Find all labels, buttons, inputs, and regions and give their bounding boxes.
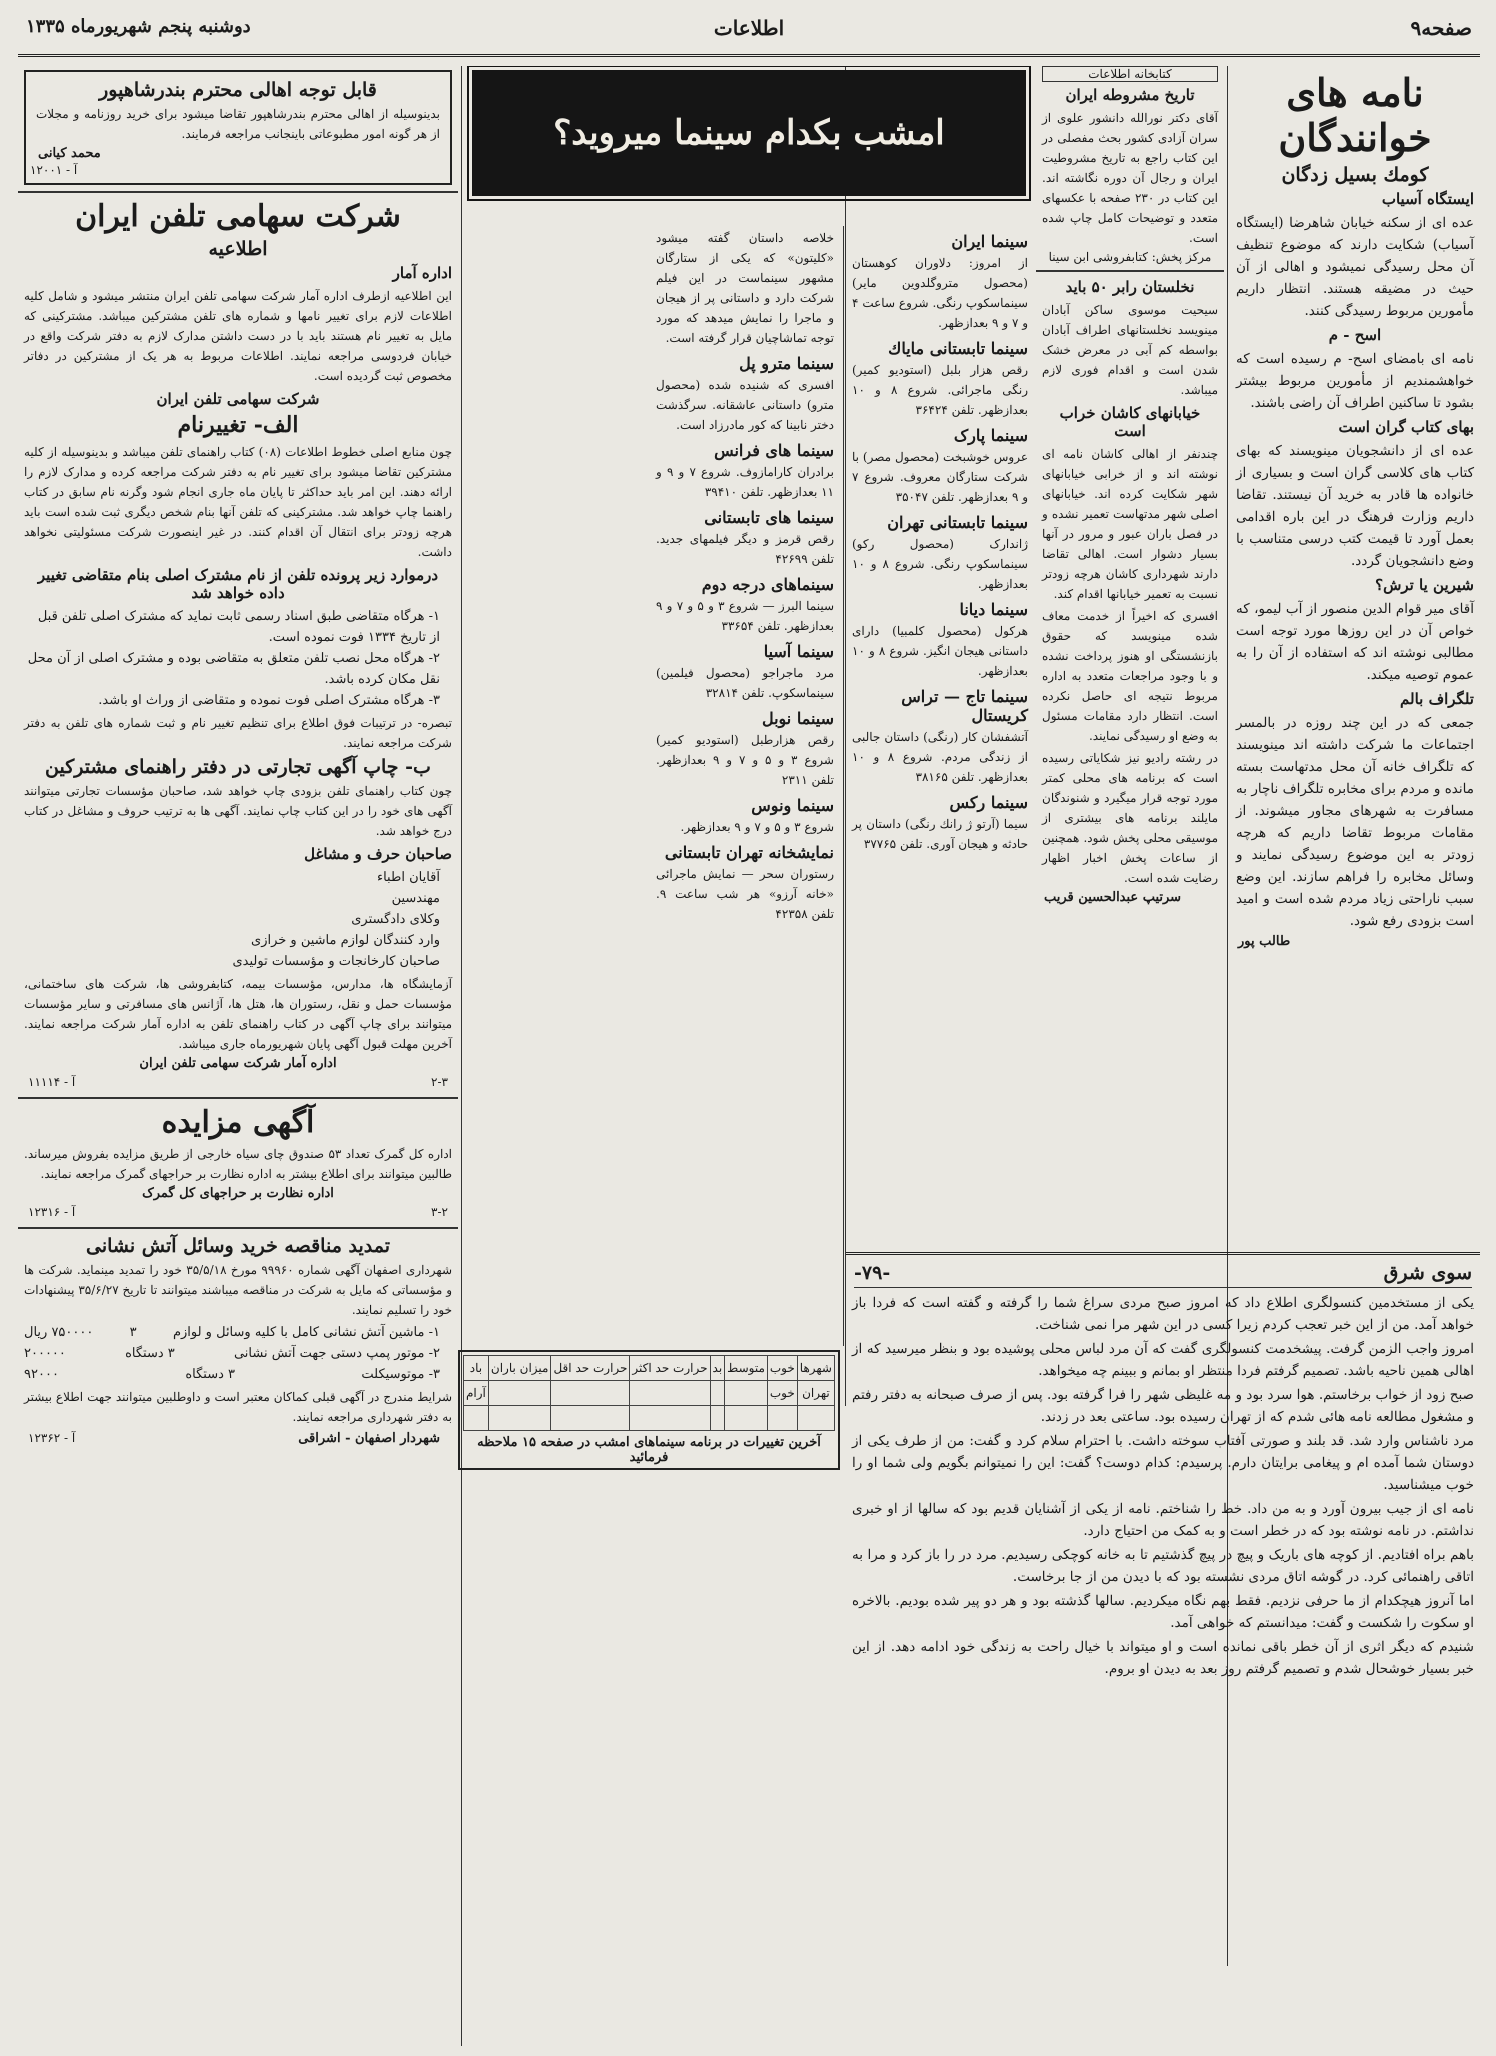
ad-note: تبصره- در ترتیبات فوق اطلاع برای تنظیم تغییر نام و ثبت شماره های تلفن به دفتر شرکت مراجعه نمایند. — [24, 716, 452, 750]
ad-reference: آ - ۱۲۳۱۶ — [28, 1205, 76, 1219]
table-cell — [710, 1381, 725, 1406]
ad-bandar-shahpour — [24, 70, 452, 185]
ad-heading: درموارد زیر پرونده تلفن از نام مشترک اصلی بنام متقاضی تغییر داده خواهد شد — [37, 566, 439, 602]
tender-amount: ۹۲۰۰۰ — [24, 1367, 59, 1382]
serial-paragraph: صبح زود از خواب برخاستم. هوا سرد بود و مه غلیظی شهر را فرا گرفته بود. پس از صرف صبحانه به دفتر رفتم و مشغول مطالعه نامه هائی شدم که از تهران رسیده بود. ساعتی بعد در زدند. — [852, 1387, 1474, 1425]
letter-text: نامه ای بامضای اسح- م رسیده است که خواهشمندیم از مأمورین مربوط بیشتر بشود تا ساکنین اطراف آن راضی باشند. — [1236, 351, 1474, 411]
table-cell — [797, 1406, 834, 1431]
ad-signature: اداره آمار شرکت سهامی تلفن ایران — [139, 1056, 337, 1071]
ads-column — [18, 66, 458, 2046]
cinema-text: رقص هزار بلبل (استودیو کمیر) رنگی ماجرائی. شروع ۸ و ۱۰ بعدازظهر. تلفن ۳۶۴۲۴ — [852, 363, 1028, 417]
tender-qty: ۳ دستگاه — [125, 1346, 175, 1361]
list-item: ۳- هرگاه مشترک اصلی فوت نموده و متقاضی از وراث او باشد. — [98, 693, 440, 708]
cinema-name: سینما تابستانی ماياك — [888, 339, 1028, 358]
letter-text: سیحیت موسوی ساکن آبادان مینویسد نخلستانهای اطراف آبادان بواسطه کم آبی در معرض خشک شدن است و اقدام فوری لازم میباشد. — [1042, 303, 1218, 397]
cinema-intro: خلاصه داستان گفته میشود «کلیتون» که یکی از ستارگان مشهور سینماست در این فیلم شرکت دارد و داستانی پر از هیجان و ماجرا را نمایش میدهد که مورد توجه تماشاچیان قرار گرفته است. — [656, 231, 834, 345]
table-cell — [630, 1406, 710, 1431]
tender-row — [24, 1364, 440, 1385]
weather-table-box — [458, 1350, 840, 1470]
list-item: مهندسین — [391, 891, 440, 906]
ad-subtitle: اطلاعیه — [208, 238, 268, 260]
cinema-text: از امروز: دلاوران کوهستان (محصول متروگلدوین مایر) سینماسکوپ رنگی. شروع ساعت ۴ و ۷ و ۹ بعدازظهر. — [852, 256, 1028, 330]
list-item: ۲- هرگاه محل نصب تلفن متعلق به متقاضی بوده و مشترک اصلی از آن محل نقل مکان کرده باشد. — [27, 651, 440, 687]
cinema-name: سینماهای درجه دوم — [701, 575, 834, 594]
table-header: شهرها — [797, 1356, 834, 1381]
cinema-name: سینما تاج — تراس کریستال — [901, 687, 1028, 725]
ad-reference: ۲-۳ — [431, 1075, 448, 1089]
serial-paragraph: مرد ناشناس وارد شد. قد بلند و صورتی آفتاب سوخته داشت. با احترام سلام کرد و گفت: من از طرف یکی از دوستان شما آمده ام و پیغامی برایتان دارم. پرسیدم: کدام دوست؟ گفت: این را نمیتوانم بگویم ولی شما او را خوب میشناسید. — [852, 1433, 1474, 1493]
divider — [1036, 270, 1224, 272]
cinema-name: سینما آسیا — [763, 642, 834, 661]
serial-story — [846, 1252, 1480, 2045]
table-cell: تهران — [797, 1381, 834, 1406]
ad-refs — [28, 1073, 448, 1091]
serial-paragraph: امروز واجب الزمن گرفت. پیشخدمت کنسولگری گفت که آن مرد لباس محلی پوشیده بود و بنظر میرسید که از اهالی همین ناحیه باشد. تصمیم گرفتم فردا منتظر او بمانم و ببینم چه میخواهد. — [852, 1341, 1474, 1379]
section-title: شیرین یا ترش؟ — [1375, 576, 1474, 594]
letter-text: عده ای از دانشجویان مینویسند که بهای کتاب های کلاسی گران است و بسیاری از خانواده ها قادر به خرید آن نیستند. تقاضا داریم وزارت فرهنگ در این باره اقدامی بعمل آورد تا قیمت کتب درسی متناسب با وضع دانشجویان گردد. — [1236, 443, 1474, 569]
library-text: آقای دکتر نورالله دانشور علوی از سران آزادی کشور بحث مفصلی در این کتاب راجع به تاریخ مشروطیت ایران و رجال آن دوره نگاشته اند. این کتاب در ۲۳۰ صفحه با عکسهای متعدد و توضیحات کامل چاپ شده است. — [1042, 111, 1218, 245]
ad-title: شرکت سهامی تلفن ایران — [75, 199, 401, 234]
tender-item: ۳- موتوسیکلت — [361, 1367, 440, 1382]
ad-heading: ب- چاپ آگهی تجارتی در دفتر راهنمای مشترکین — [45, 756, 431, 778]
letter-text: در رشته رادیو نیز شکایاتی رسیده است که برنامه های محلی کمتر مورد توجه قرار میگیرد و شنوندگان مایلند برنامه های بیشتری از موسیقی محلی پخش شود. همچنین از ساعات پخش اخبار اظهار رضایت شده است. — [1042, 751, 1218, 885]
weather-table — [463, 1355, 835, 1431]
table-cell — [725, 1381, 768, 1406]
tender-amount: ۲۰۰۰۰۰ — [24, 1346, 66, 1361]
cinema-text: افسری که شنیده شده (محصول مترو) داستانی عاشقانه. سرگذشت دختر نابینا که کور مادرزاد است. — [656, 378, 834, 432]
ad-text: شهرداری اصفهان آگهی شماره ۹۹۹۶۰ مورخ ۳۵/۵/۱۸ خود را تمدید مینماید. شرکت ها و مؤسساتی که مایل به شرکت در مناقصه میباشند میتوانند تا تاریخ ۳۵/۶/۲۷ پیشنهادات خود را تسلیم نمایند. — [24, 1263, 453, 1317]
issue-date: دوشنبه پنجم شهریورماه ۱۳۳۵ — [26, 16, 251, 37]
readers-letters-column — [1230, 66, 1480, 1196]
cinema-text: رقص هزارطبل (استودیو کمیر) شروع ۳ و ۵ و ۷ و ۹ بعدازظهر. تلفن ۲۳۱۱ — [656, 733, 834, 787]
ad-refs — [28, 1203, 448, 1221]
ad-title: تمدید مناقصه خرید وسائل آتش نشانی — [85, 1235, 391, 1257]
newspaper-page — [18, 10, 1480, 2046]
serial-number: -۷۹- — [854, 1262, 891, 1284]
letter-text: آقای میر قوام الدین منصور از آب لیمو، که خواص آن در این روزها مورد توجه است مطالبی نوشته اند که استفاده از آن را به عموم توصیه میکند. — [1236, 601, 1474, 683]
tender-item: ۱- ماشین آتش نشانی کامل با کلیه وسائل و لوازم — [172, 1325, 440, 1340]
table-cell: آرام — [464, 1381, 489, 1406]
library-sign: مرکز پخش: کتابفروشی ابن سینا — [1048, 250, 1212, 264]
tender-qty: ۳ دستگاه — [185, 1367, 236, 1382]
table-cell — [551, 1381, 630, 1406]
table-cell: خوب — [767, 1381, 797, 1406]
library-label: کتابخانه اطلاعات — [1042, 66, 1218, 82]
library-title: تاریخ مشروطه ایران — [1065, 86, 1195, 104]
letter-text: افسری که اخیراً از خدمت معاف شده مینویسد که حقوق بازنشستگی او هنوز پرداخت نشده و با وجود مراجعات متعدد به اداره مربوط نتیجه ای حاصل نکرده است. انتظار دارد مقامات مسئول به وضع او رسیدگی نمایند. — [1042, 609, 1218, 743]
cinema-text: سیما (آرتو ژ رانك رنگی) داستان پر حادثه و هیجان آوری. تلفن ۳۷۷۶۵ — [852, 817, 1028, 851]
section-title: خیابانهای کاشان خراب است — [1059, 404, 1201, 440]
section-title: بهای کتاب گران است — [1338, 418, 1474, 436]
table-cell — [767, 1406, 797, 1431]
readers-subtitle: کومك بسیل زدگان — [1281, 164, 1429, 186]
cinema-text: ژاندارک (محصول رکو) سینماسکوپ رنگی. شروع ۸ و ۱۰ بعدازظهر. — [852, 537, 1028, 591]
list-item: آقایان اطباء — [376, 870, 440, 885]
cinema-name: سینما پارک — [953, 426, 1028, 445]
cinema-name: سینما های فرانس — [714, 441, 834, 460]
cinema-name: سینما مترو پل — [739, 354, 834, 373]
cinema-text: سینما البرز — شروع ۳ و ۵ و ۷ و ۹ بعدازظهر. تلفن ۳۳۶۵۴ — [656, 599, 834, 633]
cinema-text: رستوران سحر — نمایش ماجرائی «خانه آرزو» هر شب ساعت ۹. تلفن ۴۲۳۵۸ — [656, 867, 834, 921]
table-cell — [551, 1406, 630, 1431]
divider — [18, 1227, 458, 1229]
cinema-name: سینما نوبل — [761, 709, 834, 728]
table-header: باد — [464, 1356, 489, 1381]
serial-paragraph: باهم براه افتادیم. از کوچه های باریک و پیچ در پیچ گذشتیم تا به خانه کوچکی رسیدیم. مرد در را باز کرد و مرا به اتاقی راهنمائی کرد. در گوشه اتاق مردی نشسته بود که با دیدن من از جا برخاست. — [852, 1547, 1474, 1585]
masthead — [18, 10, 1480, 57]
cinema-text: عروس خوشبخت (محصول مصر) با شرکت ستارگان معروف. شروع ۷ و ۹ بعدازظهر. تلفن ۳۵۰۴۷ — [852, 450, 1028, 504]
list-item: صاحبان کارخانجات و مؤسسات تولیدی — [232, 954, 440, 969]
section-title: نخلستان رابر ۵۰ باید — [1065, 278, 1195, 296]
library-column — [1036, 66, 1224, 1196]
ad-heading: صاحبان حرف و مشاغل — [304, 845, 452, 863]
table-row — [464, 1381, 835, 1406]
ad-reference: آ - ۱۲۳۶۲ — [28, 1431, 76, 1445]
ad-text: شرایط مندرج در آگهی قبلی کماکان معتبر است و داوطلبین میتوانند جهت اطلاع بیشتر به دفتر شهرداری مراجعه نمایند. — [24, 1390, 452, 1424]
ad-title: آگهی مزایده — [161, 1105, 315, 1140]
ad-text: این اطلاعیه ازطرف اداره آمار شرکت سهامی تلفن ایران منتشر میشود و شامل کلیه اطلاعات لازم برای تغییر نامها و شماره های تلفن مشترکین میباشد. مشترکینی که مایل به تغییر نام هستند باید با در دست داشتن مدارک لازم به دفتر شرکت واقع در خیابان فردوسی مراجعه نمایند. اطلاعات مربوط به هر یک از مشترکین در دفاتر مخصوص ثبت گردیده است. — [24, 289, 452, 383]
table-cell — [488, 1406, 551, 1431]
table-header: خوب — [767, 1356, 797, 1381]
cinema-name: سینما رکس — [949, 793, 1028, 812]
cinema-text: مرد ماجراجو (محصول فیلمین) سینماسکوپ. تلفن ۳۲۸۱۴ — [656, 666, 834, 700]
company-name: شرکت سهامی تلفن ایران — [156, 390, 320, 408]
letter-signature: اسح - م — [1328, 326, 1382, 344]
list-item: ۱- هرگاه متقاضی طبق اسناد رسمی ثابت نماید که مشترک اصلی تلفن قبل از تاریخ ۱۳۳۴ فوت نموده است. — [37, 609, 440, 645]
cinema-name: سینما های تابستانی — [704, 508, 834, 527]
cinema-name: سینما ونوس — [751, 796, 834, 815]
letter-signature: سرتیپ عبدالحسین قریب — [1044, 890, 1182, 905]
letter-signature: طالب پور — [1238, 934, 1291, 949]
table-header: حرارت حد اقل — [551, 1356, 630, 1381]
ad-signature: اداره نظارت بر حراجهای کل گمرک — [142, 1186, 334, 1201]
cinema-name: سینما دیانا — [959, 600, 1028, 619]
newspaper-name: اطلاعات — [713, 16, 785, 40]
letter-text: جمعی که در این چند روزه در بالمسر اجتماعات ما شرکت داشته اند مینویسند که تلگراف خانه آن محل مدتهاست بسته مانده و مردم برای مخابره تلگراف ناچار به مسافرت به شهرهای مجاور میشوند. از مقامات مربوط تقاضا داریم که هرچه زودتر به این موضوع رسیدگی نمایند و وسائل مخابره را فراهم سازند. این وضع سبب ناراحتی زیاد مردم شده است و امید است بزودی رفع شود. — [1236, 715, 1474, 929]
table-cell — [488, 1381, 551, 1406]
ad-refs — [28, 1429, 448, 1448]
ad-reference: آ - ۱۱۱۱۴ — [28, 1075, 76, 1089]
table-cell — [710, 1406, 725, 1431]
cinema-name: سینما ایران — [951, 232, 1028, 251]
table-header: بد — [710, 1356, 725, 1381]
cinema-banner-area — [464, 66, 1034, 226]
tender-qty: ۳ — [129, 1325, 137, 1340]
ad-reference: ۳-۲ — [431, 1205, 448, 1219]
cinema-update-caption: آخرین تغییرات در برنامه سینماهای امشب در صفحه ۱۵ ملاحظه فرمائید — [477, 1435, 821, 1465]
section-title: ایستگاه آسیاب — [1381, 190, 1474, 208]
readers-title: نامه های خوانندگان — [1278, 70, 1432, 160]
cinema-text: آتشفشان کار (رنگی) داستان جالبی از زندگی مردم. شروع ۸ و ۱۰ بعدازظهر. تلفن ۳۸۱۶۵ — [852, 730, 1028, 784]
ad-text: بدینوسیله از اهالی محترم بندرشاهپور تقاضا میشود برای خرید روزنامه و مجلات از هر گونه امور مطبوعاتی باینجانب مراجعه فرمایند. — [36, 107, 440, 141]
divider — [18, 191, 458, 193]
serial-paragraph: اما آنروز هیچکدام از ما حرفی نزدیم. فقط بهم نگاه میکردیم. سالها گذشته بود و هر دو پیر شده بودیم. بالاخره او سکوت را شکست و گفت: میدانستم که خواهی آمد. — [852, 1593, 1474, 1631]
tender-row — [24, 1343, 440, 1364]
table-header-row — [464, 1356, 835, 1381]
serial-paragraph: شنیدم که دیگر اثری از آن خطر باقی نمانده است و او میتواند با خیال راحت به زندگی خود ادامه دهد. از این خبر بسیار خوشحال شدم و تصمیم گرفتم روز بعد به دیدن او بروم. — [852, 1639, 1474, 1677]
ad-text: آزمایشگاه ها، مدارس، مؤسسات بیمه، کتابفروشی ها، شرکت های ساختمانی، مؤسسات حمل و نقل، رستوران ها، هتل ها، آژانس های مسافرتی و سایر مؤسسات میتوانند برای چاپ آگهی در کتاب راهنمای تلفن به اداره آمار شرکت مراجعه نمایند. آخرین مهلت قبول آگهی پایان شهریورماه جاری میباشد. — [24, 977, 452, 1051]
table-header: میزان باران — [488, 1356, 551, 1381]
table-cell — [464, 1406, 489, 1431]
serial-header — [854, 1259, 1472, 1288]
ad-signature: محمد کیانی — [38, 146, 101, 161]
list-item: وکلای دادگستری — [351, 912, 440, 927]
serial-title: سوی شرق — [1383, 1262, 1472, 1284]
ad-text: چون منابع اصلی خطوط اطلاعات (۰۸) کتاب راهنمای تلفن میباشد و بدینوسیله از کلیه مشترکین تقاضا میشود برای تغییر نام به دفتر شرکت مراجعه کرده و مدارک لازم را ارائه دهند. این امر باید حداکثر تا پایان ماه جاری انجام شود وگرنه نام سابق در کتاب راهنما چاپ خواهد شد. مشترکینی که تلفن آنها بنام شخص دیگری ثبت شده است باید هرچه زودتر برای انتقال آن اقدام کنند. در غیر اینصورت شرکت مسئولیتی نخواهد داشت. — [24, 445, 452, 559]
ad-reference: آ - ۱۲۰۰۱ — [30, 163, 78, 177]
ad-text: چون کتاب راهنمای تلفن بزودی چاپ خواهد شد، صاحبان مؤسسات تجارتی میتوانند آگهی های خود را در این کتاب چاپ نمایند. آگهی ها به ترتیب حروف و مشاغل در کتاب درج خواهد شد. — [24, 784, 452, 838]
cinema-name: سینما تابستانی تهران — [887, 513, 1028, 532]
cinema-column-1 — [846, 226, 1034, 1346]
page-number: صفحه۹ — [1410, 16, 1472, 40]
letter-text: عده ای از سکنه خیابان شاهرضا (ایستگاه آسیاب) شکایت دارند که موضوع تنظیف آن محل رسیدگی نمیشود و اهالی از آن حیث در مضیقه هستند. انتظار داریم مأمورین مربوط رسیدگی کنند. — [1236, 215, 1474, 319]
letter-text: چندنفر از اهالی کاشان نامه ای نوشته اند و از خرابی خیابانهای شهر شکایت کرده اند. خیابانهای اصلی شهر مدتهاست تعمیر نشده و در فصل باران عبور و مرور در آنها بسیار دشوار است. اهالی تقاضا دارند شهرداری کاشان هرچه زودتر نسبت به تعمیر خیابانها اقدام کند. — [1042, 447, 1218, 601]
cinema-text: هرکول (محصول کلمبیا) دارای داستانی هیجان انگیز. شروع ۸ و ۱۰ بعدازظهر. — [852, 624, 1028, 678]
cinema-text: برادران کارامازوف. شروع ۷ و ۹ و ۱۱ بعدازظهر. تلفن ۳۹۴۱۰ — [656, 465, 834, 499]
ad-subtitle: اداره آمار — [392, 264, 452, 282]
cinema-text: شروع ۳ و ۵ و ۷ و ۹ بعدازظهر. — [680, 820, 834, 834]
table-cell — [725, 1406, 768, 1431]
cinema-text: رقص قرمز و دیگر فیلمهای جدید. تلفن ۴۲۶۹۹ — [656, 532, 834, 566]
divider — [18, 1097, 458, 1099]
table-header: حرارت حد اکثر — [630, 1356, 710, 1381]
list-item: وارد کنندگان لوازم ماشین و خرازی — [251, 933, 440, 948]
serial-paragraph: یکی از مستخدمین کنسولگری اطلاع داد که امروز صبح مردی سراغ شما را گرفته و گفته است که فردا باز خواهد آمد. من از این خبر تعجب کردم زیرا کسی در این شهر مرا نمی شناخت. — [852, 1295, 1474, 1333]
ad-title: قابل توجه اهالی محترم بندرشاهپور — [99, 79, 377, 101]
table-cell — [630, 1381, 710, 1406]
ad-text: اداره کل گمرک تعداد ۵۳ صندوق چای سیاه خارجی از طریق مزایده بفروش میرساند. طالبین میتوانند برای اطلاع بیشتر به اداره نظارت بر حراجهای گمرک مراجعه نمایند. — [24, 1147, 452, 1181]
tender-amount: ۷۵۰۰۰۰ ریال — [24, 1325, 94, 1340]
serial-paragraph: نامه ای از جیب بیرون آورد و به من داد. خط را شناختم. نامه از یکی از آشنایان قدیم بود که سالها از او خبری نداشتم. در نامه نوشته بود که در خطر است و به کمک من احتیاج دارد. — [852, 1501, 1474, 1539]
table-row — [464, 1406, 835, 1431]
column-rule — [461, 66, 462, 2046]
ad-signature: شهردار اصفهان - اشراقی — [298, 1431, 440, 1446]
cinema-name: نمایشخانه تهران تابستانی — [664, 843, 834, 862]
column-rule — [843, 226, 844, 1346]
tender-item: ۲- موتور پمپ دستی جهت آتش نشانی — [233, 1346, 440, 1361]
cinema-column-2 — [650, 226, 840, 1346]
table-header: متوسط — [725, 1356, 768, 1381]
cinema-banner: امشب بکدام سینما میروید؟ — [472, 70, 1026, 196]
section-title: تلگراف بالم — [1400, 690, 1474, 708]
tender-row — [24, 1322, 440, 1343]
ad-heading: الف- تغییرنام — [177, 412, 299, 438]
